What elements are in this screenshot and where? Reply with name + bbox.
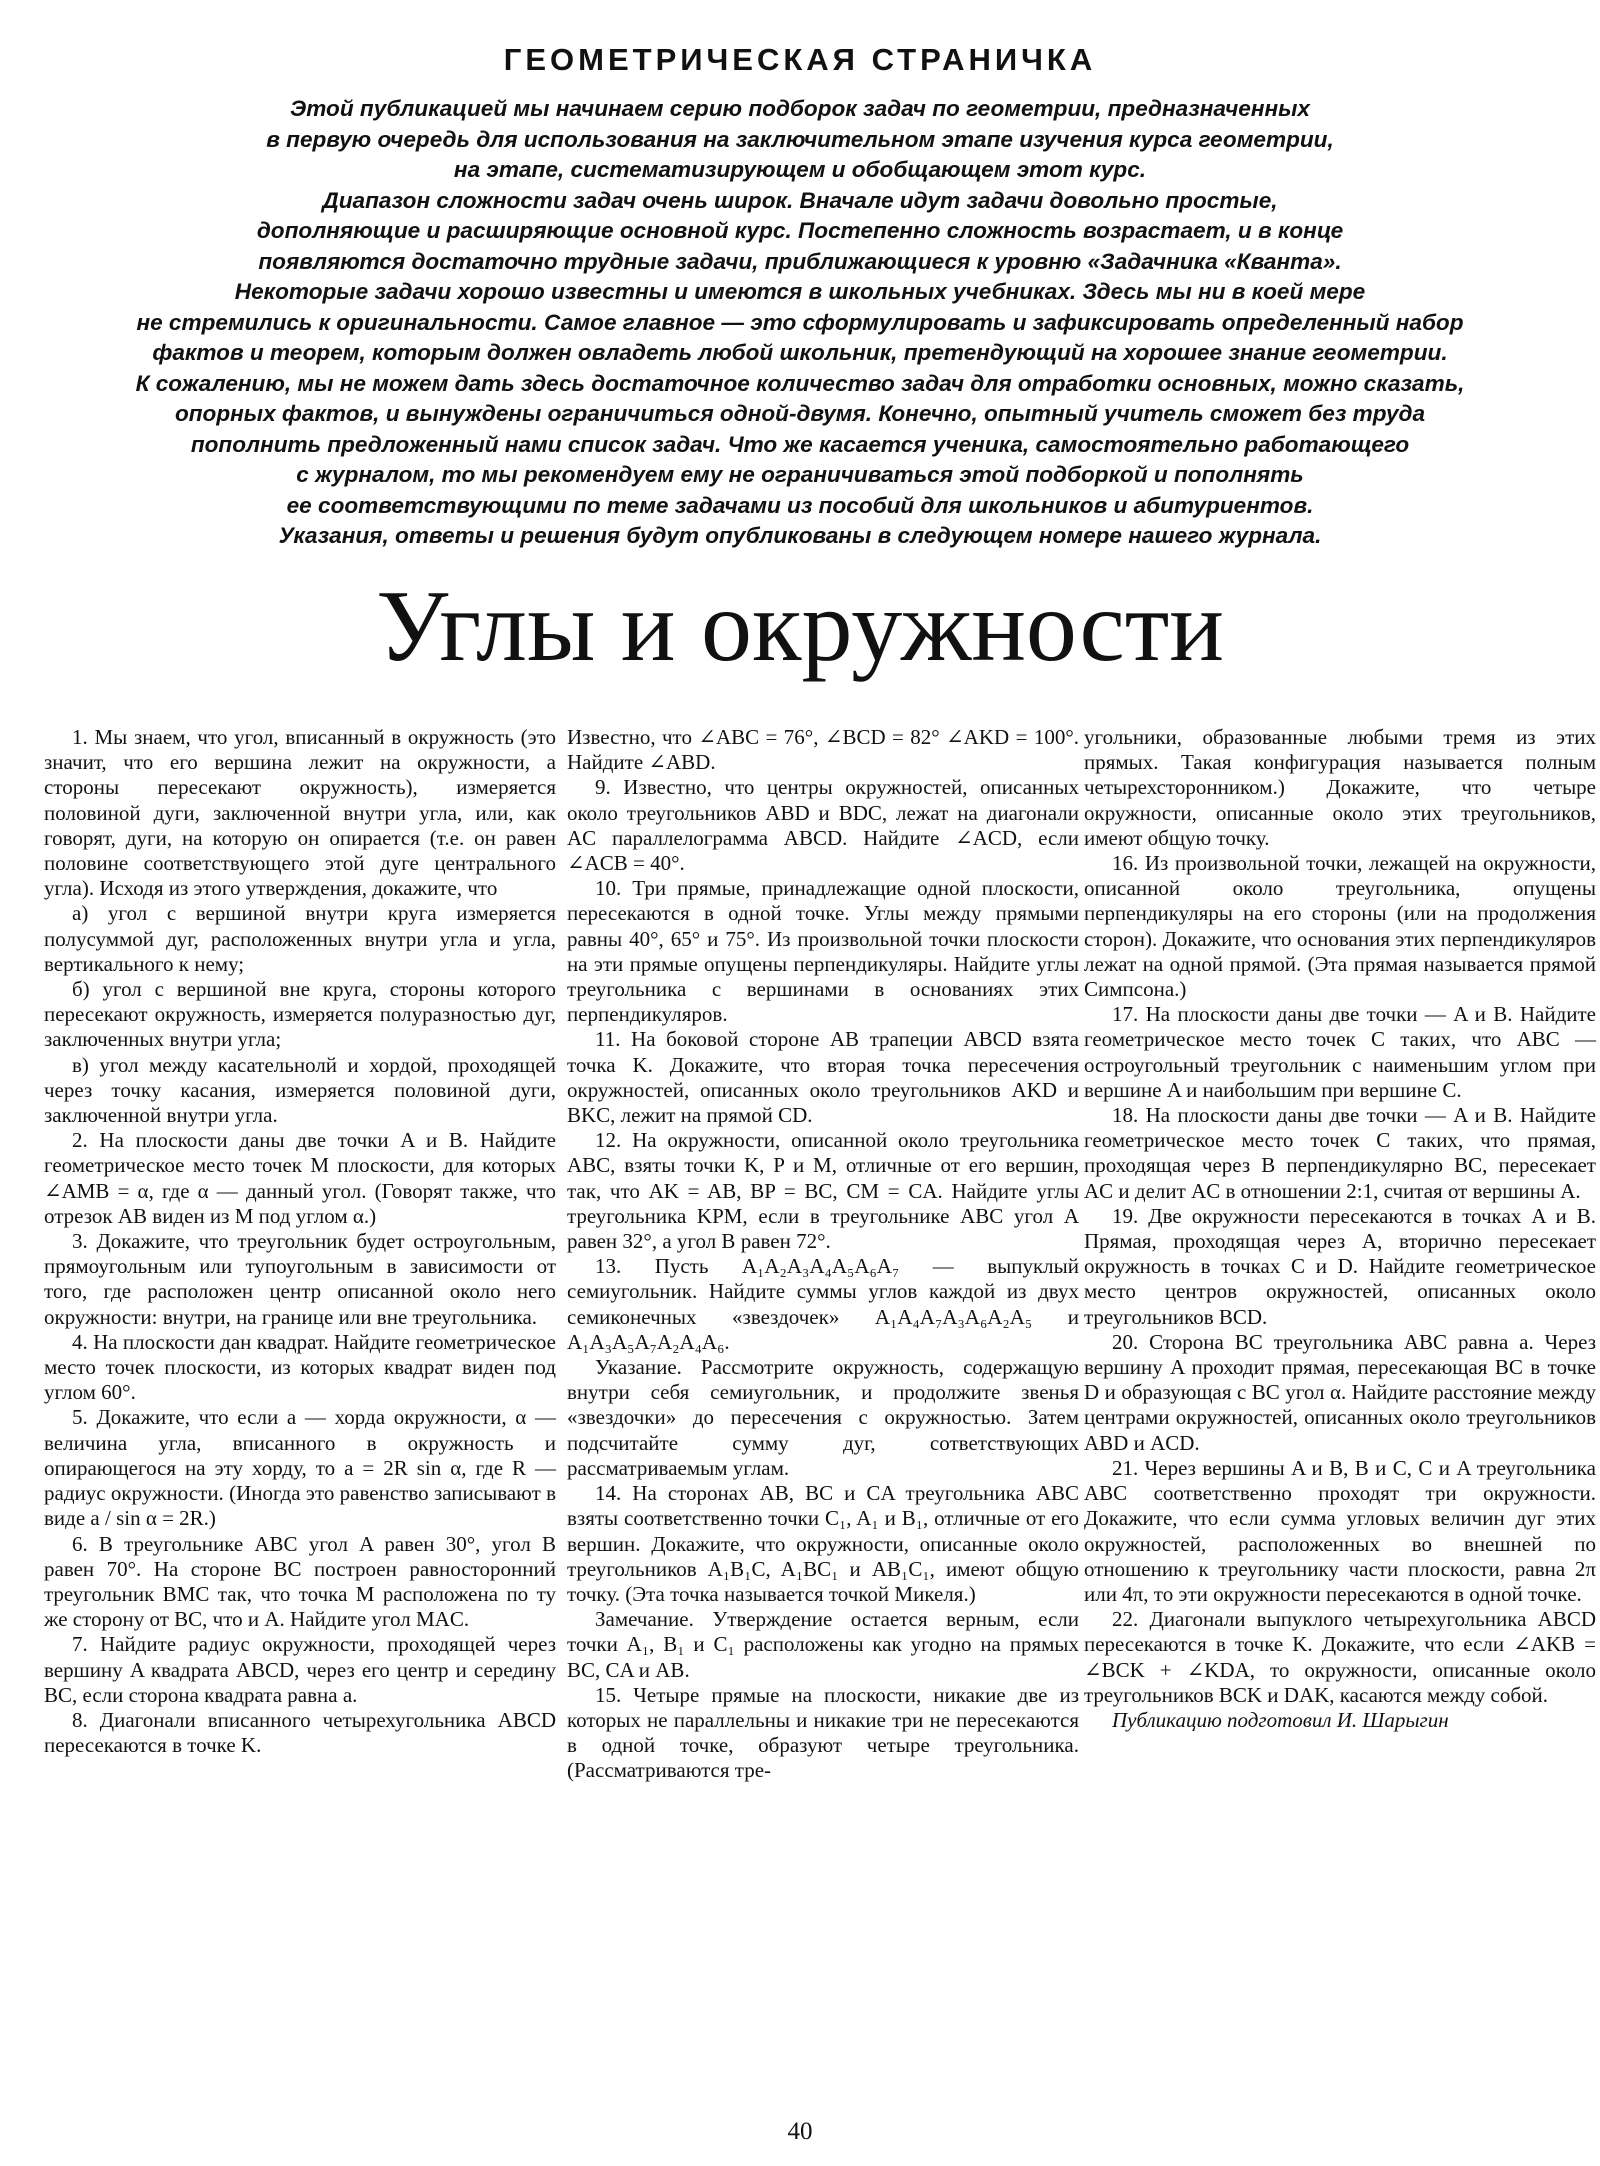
problem-paragraph: 16. Из произвольной точки, лежащей на окружности, описанной около треугольника, опущены перпендикуляры на его стороны (или на продолжения сторон). Докажите, что основания этих перпендикуляров лежат на одной прямой. (Эта прямая называется прямой Симпсона.) <box>1084 851 1596 1002</box>
intro-line: с журналом, то мы рекомендуем ему не ограничиваться этой подборкой и пополнять <box>296 462 1304 487</box>
problem-paragraph: 11. На боковой стороне AB трапеции ABCD взята точка K. Докажите, что вторая точка пересечения окружностей, описанных около треугольников AKD и BKC, лежит на прямой CD. <box>567 1027 1079 1128</box>
intro-line: К сожалению, мы не можем дать здесь достаточное количество задач для отработки основных, можно сказать, <box>135 370 1465 396</box>
problem-paragraph: 12. На окружности, описанной около треугольника ABC, взяты точки K, P и M, отличные от его вершин, так, что AK = AB, BP = BC, CM = CA. Найдите углы треугольника KPM, если в треугольнике ABC угол A равен 32°, а угол B равен 72°. <box>567 1128 1079 1254</box>
problem-paragraph: б) угол с вершиной вне круга, стороны которого пересекают окружность, измеряется полуразностью дуг, заключенных внутри угла; <box>44 977 556 1052</box>
column-3 <box>1084 725 1596 1733</box>
problem-paragraph: 9. Известно, что центры окружностей, описанных около треугольников ABD и BDC, лежат на диагонали AC параллелограмма ABCD. Найдите ∠ACD, если ∠ACB = 40°. <box>567 775 1079 876</box>
problem-paragraph: 15. Четыре прямые на плоскости, никакие две из которых не параллельны и никакие три не пересекаются в одной точке, образуют четыре треугольника. (Рассматриваются тре- <box>567 1682 1079 1783</box>
intro-line: Указания, ответы и решения будут опубликованы в следующем номере нашего журнала. <box>278 523 1322 548</box>
intro-line: опорных фактов, и вынуждены ограничиться одной-двумя. Конечно, опытный учитель сможет без труда <box>174 401 1426 426</box>
problem-paragraph: Замечание. Утверждение остается верным, если точки A₁, B₁ и C₁ расположены как угодно на прямых BC, CA и AB. <box>567 1607 1079 1682</box>
problem-paragraph: 14. На сторонах AB, BC и CA треугольника ABC взяты соответственно точки C₁, A₁ и B₁, отличные от его вершин. Докажите, что окружности, описанные около треугольников A₁B₁C, A₁BC₁ и AB₁C₁, имеют общую точку. (Эта точка называется точкой Микеля.) <box>567 1481 1079 1606</box>
problem-paragraph: 20. Сторона BC треугольника ABC равна a. Через вершину A проходит прямая, пересекающая BC в точке D и образующая с BC угол α. Найдите расстояние между центрами окружностей, описанных около треугольников ABD и ACD. <box>1084 1329 1596 1455</box>
intro-line: пополнить предложенный нами список задач. Что же касается ученика, самостоятельно работающего <box>190 431 1410 457</box>
intro-line: появляются достаточно трудные задачи, приближающиеся к уровню «Задачника «Кванта». <box>258 248 1342 274</box>
intro-line: Диапазон сложности задач очень широк. Вначале идут задачи довольно простые, <box>322 187 1278 213</box>
problem-paragraph: в) угол между касательнолй и хордой, проходящей через точку касания, измеряется половиной дуги, заключенной внутри угла. <box>44 1052 556 1128</box>
intro-line: на этапе, систематизирующем и обобщающем этот курс. <box>453 157 1147 182</box>
page-number: 40 <box>787 2118 813 2145</box>
intro-line: в первую очередь для использования на заключительном этапе изучения курса геометрии, <box>266 126 1334 152</box>
intro-line: фактов и теорем, которым должен овладеть любой школьник, претендующий на хорошее знание геометрии. <box>152 340 1448 365</box>
problem-paragraph: 2. На плоскости даны две точки A и B. Найдите геометрическое место точек M плоскости, для которых ∠AMB = α, где α — данный угол. (Говорят также, что отрезок AB виден из M под углом α.) <box>44 1128 556 1228</box>
intro-line: не стремились к оригинальности. Самое главное — это сформулировать и зафиксировать определенный набор <box>136 309 1464 335</box>
problem-paragraph: 6. В треугольнике ABC угол A равен 30°, угол B равен 70°. На стороне BC построен равносторонний треугольник BMC так, что точка M расположена по ту же сторону от BC, что и A. Найдите угол MAC. <box>44 1531 556 1632</box>
problem-paragraph: 8. Диагонали вписанного четырехугольника ABCD пересекаются в точке K. <box>44 1707 556 1758</box>
problem-paragraph: 5. Докажите, что если a — хорда окружности, α — величина угла, вписанного в окружность и опирающегося на эту хорду, то a = 2R sin α, где R — радиус окружности. (Иногда это равенство записывают в виде a / sin α = 2R.) <box>44 1405 556 1531</box>
problem-paragraph: 19. Две окружности пересекаются в точках A и B. Прямая, проходящая через A, вторично пересекает окружность в точках C и D. Найдите геометрическое место центров окружностей, описанных около треугольников BCD. <box>1084 1203 1596 1329</box>
problem-paragraph: 21. Через вершины A и B, B и C, C и A треугольника ABC соответственно проходят три окружности. Докажите, что если сумма угловых величин дуг этих окружностей, расположенных во внешней по отношению к треугольнику части плоскости, равна 2π или 4π, то эти окружности пересекаются в одной точке. <box>1084 1455 1596 1606</box>
problem-paragraph: 22. Диагонали выпуклого четырехугольника ABCD пересекаются в точке K. Докажите, что если ∠AKB = ∠BCK + ∠KDA, то окружности, описанные около треугольников BCK и DAK, касаются между собой. <box>1084 1607 1596 1707</box>
problem-paragraph: 1. Мы знаем, что угол, вписанный в окружность (это значит, что его вершина лежит на окружности, а стороны пересекают окружность), измеряется половиной дуги, заключенной внутри угла, или, как говорят, дуги, на которую он опирается (т.е. он равен половине соответствующего этой дуге центрального угла). Исходя из этого утверждения, докажите, что <box>44 725 556 901</box>
problem-paragraph: 18. На плоскости даны две точки — A и B. Найдите геометрическое место точек C таких, что прямая, проходящая через B перпендикулярно BC, пересекает AC и делит AC в отношении 2:1, считая от вершины A. <box>1084 1103 1596 1203</box>
column-1 <box>44 725 556 1758</box>
section-header: ГЕОМЕТРИЧЕСКАЯ СТРАНИЧКА <box>503 42 1097 77</box>
problem-paragraph: Указание. Рассмотрите окружность, содержащую внутри себя семиугольник, и продолжите звенья «звездочки» до пересечения с окружностью. Затем подсчитайте сумму дуг, сответствующих рассматриваемым углам. <box>567 1355 1079 1480</box>
author-credit: Публикацию подготовил И. Шарыгин <box>1112 1707 1449 1732</box>
intro-line: Некоторые задачи хорошо известны и имеются в школьных учебниках. Здесь мы ни в коей мере <box>234 279 1366 304</box>
intro-line: Этой публикацией мы начинаем серию подборок задач по геометрии, предназначенных <box>289 96 1310 121</box>
column-2 <box>567 725 1079 1784</box>
problem-paragraph: 3. Докажите, что треугольник будет остроугольным, прямоугольным или тупоугольным в зависимости от того, где расположен центр описанной около него окружности: внутри, на границе или вне треугольника. <box>44 1229 556 1329</box>
problem-paragraph: угольники, образованные любыми тремя из этих прямых. Такая конфигурация называется полным четырехсторонником.) Докажите, что четыре окружности, описанные около этих треугольников, имеют общую точку. <box>1084 725 1596 850</box>
problem-paragraph: 4. На плоскости дан квадрат. Найдите геометрическое место точек плоскости, из которых квадрат виден под углом 60°. <box>44 1329 556 1405</box>
problem-paragraph: 13. Пусть A₁A₂A₃A₄A₅A₆A₇ — выпуклый семиугольник. Найдите суммы углов каждой из двух семиконечных «звездочек» A₁A₄A₇A₃A₆A₂A₅ и A₁A₃A₅A₇A₂A₄A₆. <box>567 1254 1079 1354</box>
problem-paragraph: 17. На плоскости даны две точки — A и B. Найдите геометрическое место точек C таких, что ABC — остроугольный треугольник с наименьшим углом при вершине A и наибольшим при вершине C. <box>1084 1002 1596 1102</box>
intro-line: дополняющие и расширяющие основной курс. Постепенно сложность возрастает, и в конце <box>256 218 1344 243</box>
intro-line: ее соответствующими по теме задачами из пособий для школьников и абитуриентов. <box>286 492 1314 518</box>
problem-paragraph: Известно, что ∠ABC = 76°, ∠BCD = 82° ∠AKD = 100°. Найдите ∠ABD. <box>567 725 1079 775</box>
problem-paragraph: а) угол с вершиной внутри круга измеряется полусуммой дуг, расположенных внутри угла и угла, вертикального к нему; <box>44 901 556 976</box>
problem-paragraph: 10. Три прямые, принадлежащие одной плоскости, пересекаются в одной точке. Углы между прямыми равны 40°, 65° и 75°. Из произвольной точки плоскости на эти прямые опущены перпендикуляры. Найдите углы треугольника с вершинами в основаниях этих перпендикуляров. <box>567 876 1079 1027</box>
article-title: Углы и окружности <box>376 570 1224 683</box>
problem-paragraph: 7. Найдите радиус окружности, проходящей через вершину A квадрата ABCD, через его центр и середину BC, если сторона квадрата равна a. <box>44 1632 556 1707</box>
intro-block <box>40 94 1560 552</box>
